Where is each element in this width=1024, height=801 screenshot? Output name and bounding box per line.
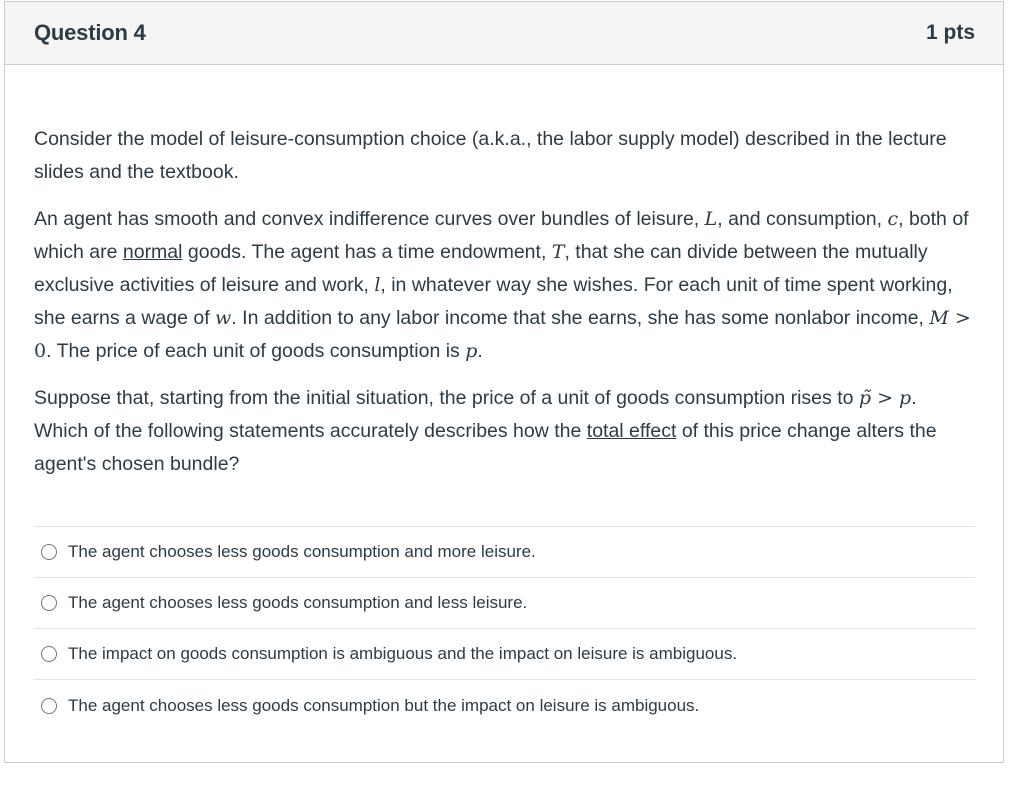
text-fragment: . In addition to any labor income that she earns, she has some nonlabor income, [231,307,930,329]
underlined-total-effect: total effect [586,420,677,442]
radio-button-icon[interactable] [41,646,57,662]
math-price: p [899,387,912,409]
answer-list [34,526,975,731]
math-price: p [465,340,478,362]
underlined-normal: normal [122,241,183,263]
question-text [34,123,975,481]
answer-label[interactable]: The impact on goods consumption is ambiguous and the impact on leisure is ambiguous. [68,644,738,663]
answer-label[interactable]: The agent chooses less goods consumption and more leisure. [68,542,536,561]
question-paragraph-3 [34,382,975,481]
radio-button-icon[interactable] [41,595,57,611]
math-greater-than: > [871,387,900,409]
math-greater-than-zero: > 0 [34,307,971,362]
text-fragment: . [477,340,483,362]
answer-option-3[interactable] [34,629,975,680]
math-wage: w [215,307,232,329]
text-fragment: , and consumption, [717,208,888,230]
text-fragment: . The price of each unit of goods consumption is [46,340,466,362]
question-title: Question 4 [34,20,146,45]
math-work: l [374,274,381,296]
answer-option-2[interactable] [34,578,975,629]
answer-label[interactable]: The agent chooses less goods consumption but the impact on leisure is ambiguous. [68,695,700,715]
radio-button-icon[interactable] [41,544,57,560]
radio-button-icon[interactable] [41,698,57,714]
answer-option-4[interactable] [34,680,975,731]
answer-label[interactable]: The agent chooses less goods consumption and less leisure. [68,593,528,612]
math-consumption: c [887,208,899,230]
text-fragment: , in whatever way she wishes. For each unit of time spent working, she earns a wage of [34,274,953,329]
answer-option-1[interactable] [34,527,975,578]
text-fragment: Suppose that, starting from the initial situation, the price of a unit of goods consumption rises to [34,387,859,409]
text-fragment: , that she can divide between the mutually exclusive activities of leisure and work, [34,241,928,296]
math-leisure: L [704,208,718,230]
question-paragraph-1: Consider the model of leisure-consumption choice (a.k.a., the labor supply model) described in the lecture slides and the textbook. [34,128,947,183]
question-card [4,1,1004,763]
text-fragment: , both of which are [34,208,969,263]
text-fragment: An agent has smooth and convex indifference curves over bundles of leisure, [34,208,705,230]
text-fragment: . Which of the following statements accurately describes how the [34,387,917,442]
question-header [5,2,1003,65]
question-body [5,65,1003,731]
math-new-price: p̃ [858,387,872,409]
question-paragraph-2 [34,203,975,368]
text-fragment: of this price change alters the agent's chosen bundle? [34,420,937,475]
text-fragment: goods. The agent has a time endowment, [182,241,552,263]
math-nonlabor-income: M [929,307,949,329]
math-time-endowment: T [551,241,565,263]
question-points: 1 pts [925,21,975,44]
